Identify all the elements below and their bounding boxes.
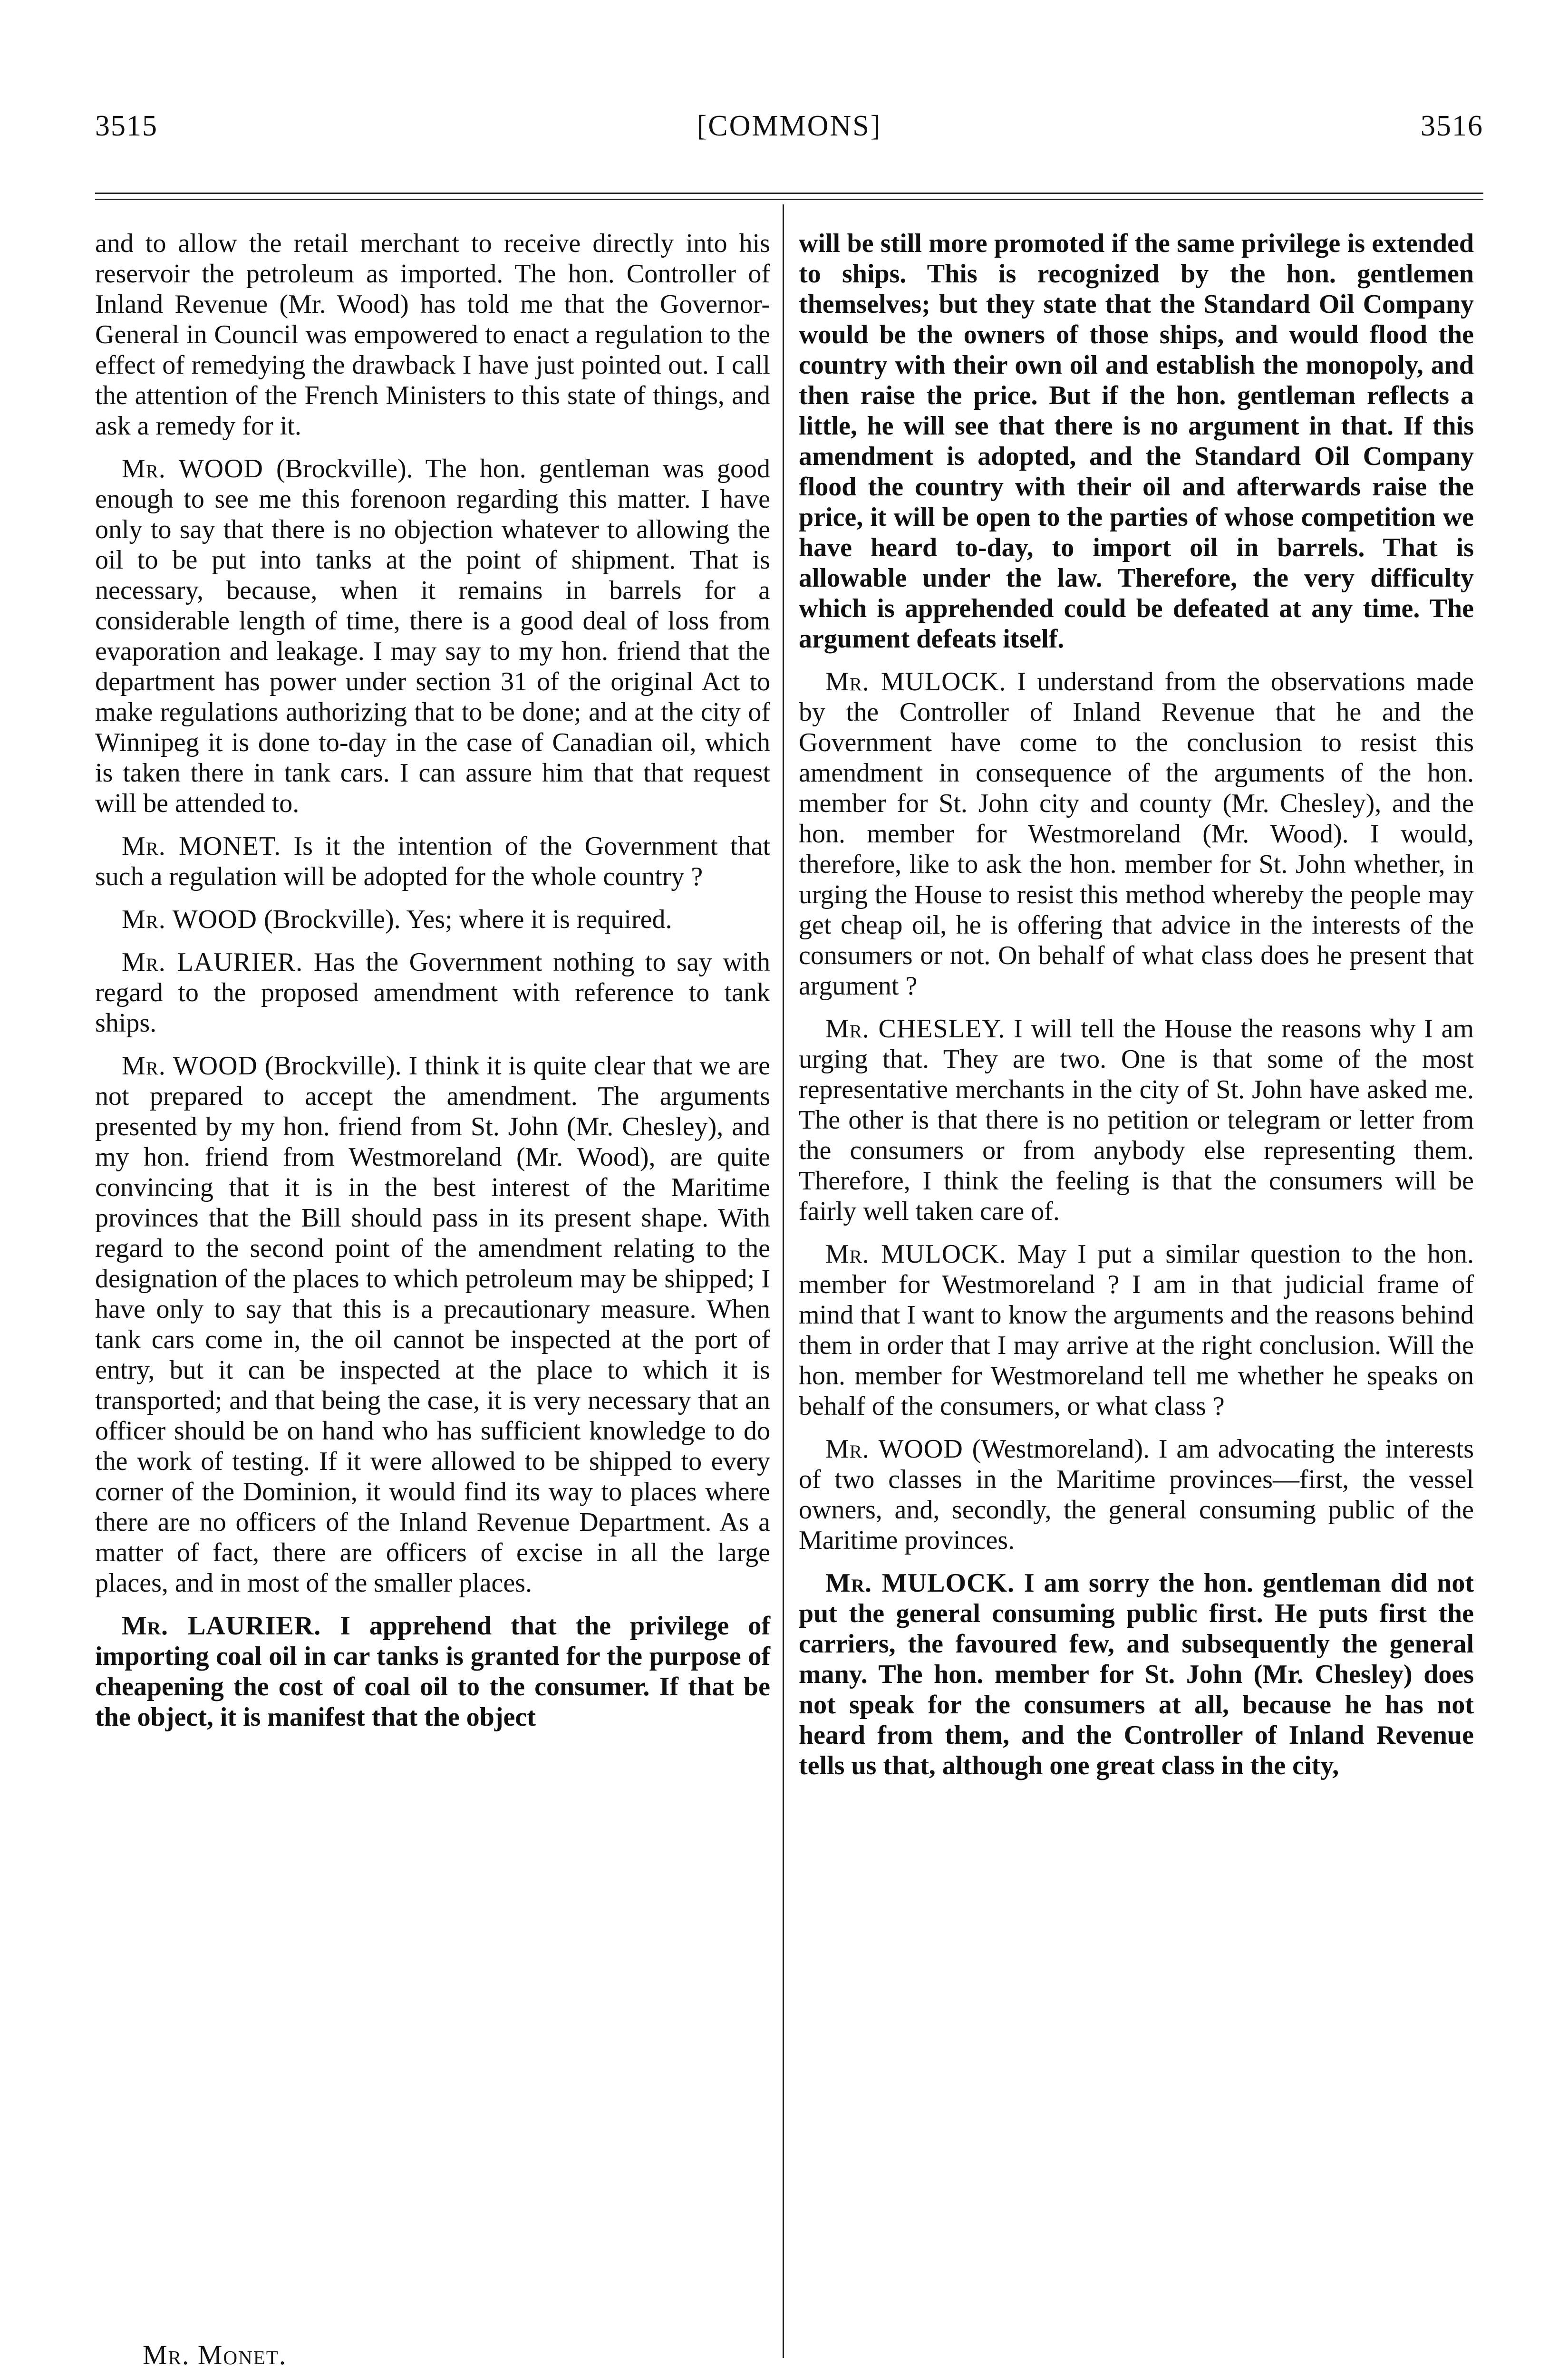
speaker-name: Mr. MONET. [122, 831, 281, 861]
paragraph-text: I apprehend that the privilege of importing coal oil in car tanks is granted for the purpose of cheapening the cost of coal oil to the consumer. If that be the object, it is manifest that the object [95, 1611, 770, 1732]
speaker-name: Mr. WOOD [122, 1051, 258, 1081]
paragraph-text: Has the Government nothing to say with regard to the proposed amendment with reference to tank ships. [95, 947, 770, 1038]
paragraph [799, 1014, 1474, 1227]
page-number-left: 3515 [95, 110, 158, 142]
page-header [95, 109, 1483, 152]
speaker-name: Mr. WOOD [122, 454, 263, 483]
speaker-name: Mr. LAURIER. [122, 947, 303, 977]
speaker-name: Mr. LAURIER. [122, 1611, 321, 1641]
paragraph [95, 1611, 770, 1732]
speaker-name: Mr. WOOD [825, 1434, 963, 1464]
paragraph-text: I will tell the House the reasons why I am urging that. They are two. One is that some of the most representative merchants in the city of St. John have asked me. The other is that there is no petition or telegram or letter from the consumers or from anybody else representing them. Therefore, I think the feeling is that the consumers will be fairly well taken care of. [799, 1014, 1474, 1226]
paragraph [95, 454, 770, 819]
left-column [95, 228, 770, 1745]
paragraph-text: and to allow the retail merchant to receive directly into his reservoir the petroleum as imported. The hon. Controller of Inland Revenue (Mr. Wood) has told me that the Governor-General in Council was empowered to enact a regulation to the effect of remedying the drawback I have just pointed out. I call the attention of the French Ministers to this state of things, and ask a remedy for it. [95, 229, 770, 441]
footer-speaker-name: Mr. Monet. [143, 2339, 287, 2370]
paragraph [799, 1434, 1474, 1556]
paragraph [799, 1239, 1474, 1421]
paragraph [95, 947, 770, 1038]
speaker-name: Mr. WOOD [122, 905, 257, 934]
paragraph [95, 1051, 770, 1598]
paragraph-text: I am sorry the hon. gentleman did not put the general consuming public first. He puts first the carriers, the favoured few, and subsequently the general many. The hon. member for St. John (Mr. Chesley) does not speak for the consumers at all, because he has not heard from them, and the Controller of Inland Revenue tells us that, although one great class in the city, [799, 1568, 1474, 1780]
speaker-name: Mr. MULOCK. [825, 1568, 1015, 1598]
header-rule-bottom [95, 199, 1483, 200]
paragraph-text: (Brockville). Yes; where it is required. [257, 905, 672, 934]
paragraph [799, 228, 1474, 654]
paragraph [95, 831, 770, 892]
paragraph [799, 667, 1474, 1001]
paragraph-text: (Westmoreland). I am advocating the interests of two classes in the Maritime provinces—first, the vessel owners, and, secondly, the general consuming public of the Maritime provinces. [799, 1434, 1474, 1555]
paragraph-text: I understand from the observations made by the Controller of Inland Revenue that he and the Government have come to the conclusion to resist this amendment in consequence of the arguments of the hon. member for St. John city and county (Mr. Chesley), and the hon. member for Westmoreland (Mr. Wood). I would, therefore, like to ask the hon. member for St. John whether, in urging the House to resist this method whereby the people may get cheap oil, he is offering that advice in the interests of the consumers or not. On behalf of what class does he present that argument ? [799, 667, 1474, 1001]
page-number-right: 3516 [1421, 110, 1483, 142]
paragraph-text: will be still more promoted if the same privilege is extended to ships. This is recognized by the hon. gentlemen themselves; but they state that the Standard Oil Company would be the owners of those ships, and would flood the country with their own oil and establish the monopoly, and then raise the price. But if the hon. gentleman reflects a little, he will see that there is no argument in that. If this amendment is adopted, and the Standard Oil Company flood the country with their oil and afterwards raise the price, it will be open to the parties of whose competition we have heard to-day, to import oil in barrels. That is allowable under the law. Therefore, the very difficulty which is apprehended could be defeated at any time. The argument defeats itself. [799, 229, 1474, 654]
page-title: [COMMONS] [697, 110, 882, 142]
column-divider [783, 204, 784, 2358]
right-column [799, 228, 1474, 1793]
paragraph [95, 904, 770, 935]
paragraph-text: (Brockville). The hon. gentleman was good enough to see me this forenoon regarding this matter. I have only to say that there is no objection whatever to allowing the oil to be put into tanks at the point of shipment. That is necessary, because, when it remains in barrels for a considerable length of time, there is a good deal of loss from evaporation and leakage. I may say to my hon. friend that the department has power under section 31 of the original Act to make regulations authorizing that to be done; and at the city of Winnipeg it is done to-day in the case of Canadian oil, which is taken there in tank cars. I can assure him that that request will be attended to. [95, 454, 770, 818]
speaker-name: Mr. CHESLEY. [825, 1014, 1006, 1044]
paragraph-text: May I put a similar question to the hon. member for Westmoreland ? I am in that judicial frame of mind that I want to know the arguments and the reasons behind them in order that I may arrive at the right conclusion. Will the hon. member for Westmoreland tell me whether he speaks on behalf of the consumers, or what class ? [799, 1239, 1474, 1421]
paragraph [95, 228, 770, 441]
paragraph-text: (Brockville). I think it is quite clear that we are not prepared to accept the amendment. The arguments presented by my hon. friend from St. John (Mr. Chesley), and my hon. friend from Westmoreland (Mr. Wood), are quite convincing that it is in the best interest of the Maritime provinces that the Bill should pass in its present shape. With regard to the second point of the amendment relating to the designation of the places to which petroleum may be shipped; I have only to say that this is a precautionary measure. When tank cars come in, the oil cannot be inspected at the port of entry, but it can be inspected at the place to which it is transported; and that being the case, it is very necessary that an officer should be on hand who has sufficient knowledge to do the work of testing. If it were allowed to be shipped to every corner of the Dominion, it would find its way to places where there are no officers of the Inland Revenue Department. As a matter of fact, there are officers of excise in all the large places, and in most of the smaller places. [95, 1051, 770, 1598]
paragraph [799, 1568, 1474, 1781]
header-rule-top [95, 193, 1483, 194]
speaker-name: Mr. MULOCK. [825, 1239, 1007, 1269]
paragraph-text: Is it the intention of the Government that such a regulation will be adopted for the whole country ? [95, 831, 770, 891]
speaker-name: Mr. MULOCK. [825, 667, 1007, 696]
